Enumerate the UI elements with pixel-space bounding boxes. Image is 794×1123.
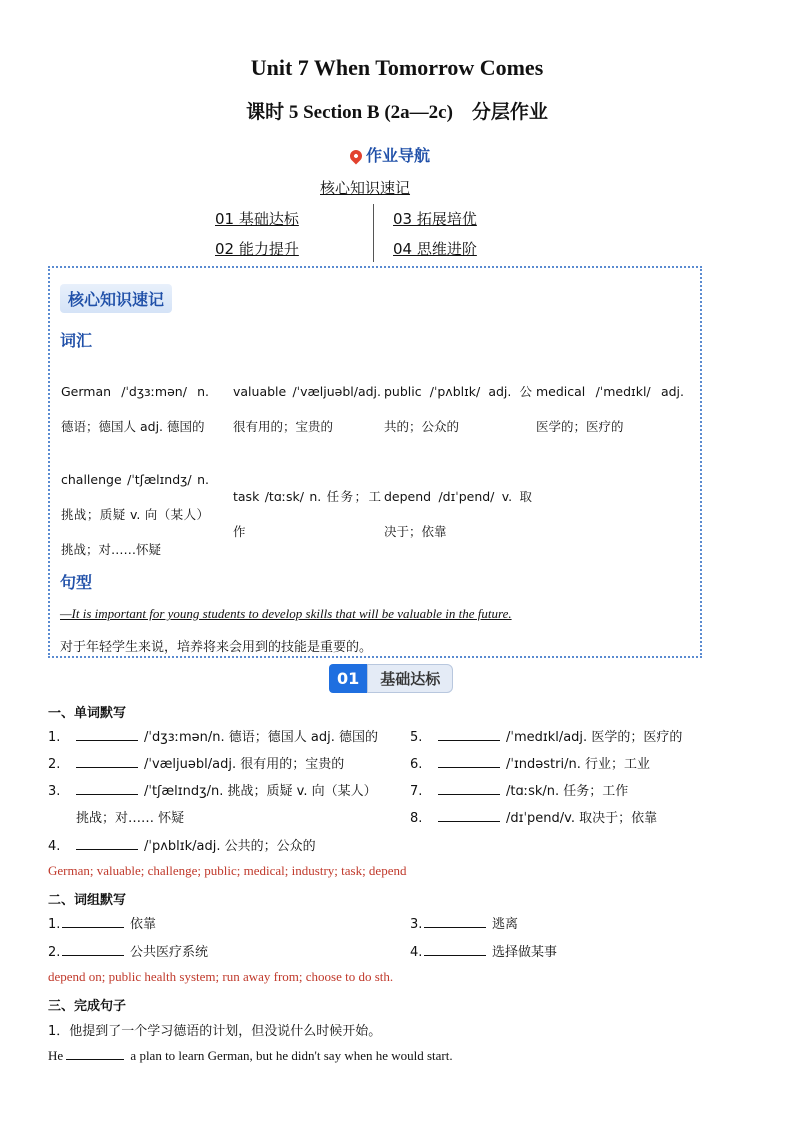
answer-blank[interactable] (62, 943, 124, 956)
vocab-entry: challenge /ˈtʃælɪndʒ/ n. 挑战；质疑 v. 向（某人）挑战；对……怀疑 (61, 472, 209, 557)
answer-blank[interactable] (424, 943, 486, 956)
section-number: 01 (329, 664, 367, 693)
location-pin-icon (348, 148, 365, 165)
phrase-question: 4. 选择做某事 (410, 945, 558, 960)
answer-blank[interactable] (76, 728, 138, 741)
part2-heading: 二、词组默写 (48, 893, 127, 908)
vocab-entry: valuable /ˈvæljuəbl/adj. 很有用的；宝贵的 (233, 384, 381, 434)
word-question: 2. /ˈvæljuəbl/adj. 很有用的；宝贵的 (48, 757, 345, 772)
part3-heading: 三、完成句子 (48, 999, 127, 1014)
core-knowledge-tab: 核心知识速记 (60, 284, 172, 313)
sentence-question-english: He a plan to learn German, but he didn't say when he would start. (48, 1048, 453, 1063)
answer-blank[interactable] (438, 809, 500, 822)
answer-blank[interactable] (76, 837, 138, 850)
sentence-chinese: 对于年轻学生来说，培养将来会用到的技能是重要的。 (60, 640, 373, 655)
answer-blank[interactable] (438, 755, 500, 768)
sentence-question-chinese: 1．他提到了一个学习德语的计划，但没说什么时候开始。 (48, 1024, 382, 1039)
answer-blank[interactable] (438, 728, 500, 741)
vocab-heading: 词汇 (60, 331, 93, 350)
vocab-entry: task /tɑːsk/ n. 任务；工作 (233, 489, 381, 539)
word-question: 1. /ˈdʒɜːmən/n. 德语；德国人 adj. 德国的 (48, 730, 379, 745)
part1-heading: 一、单词默写 (48, 706, 127, 721)
section-badge (329, 664, 453, 693)
word-question: 6. /ˈɪndəstri/n. 行业；工业 (410, 757, 650, 772)
nav-link-03[interactable]: 03 拓展培优 (393, 210, 477, 228)
core-knowledge-box (48, 266, 702, 658)
vocab-entry: medical /ˈmedɪkl/ adj. 医学的；医疗的 (536, 384, 684, 434)
nav-link-02[interactable]: 02 能力提升 (215, 240, 299, 258)
word-question: 3. /ˈtʃælɪndʒ/n. 挑战；质疑 v. 向（某人） (48, 784, 377, 799)
sentence-english: —It is important for young students to develop skills that will be valuable in the future. (60, 606, 512, 621)
word-question: 4. /ˈpʌblɪk/adj. 公共的；公众的 (48, 839, 316, 854)
part1-answer: German; valuable; challenge; public; medical; industry; task; depend (48, 863, 407, 878)
answer-blank[interactable] (424, 915, 486, 928)
phrase-question: 1. 依靠 (48, 917, 157, 932)
nav-divider (373, 204, 374, 262)
vocab-entry: depend /dɪˈpend/ v. 取决于；依靠 (384, 489, 532, 539)
vocab-entry: German /ˈdʒɜːmən/ n. 德语；德国人 adj. 德国的 (61, 384, 209, 434)
word-question: 5. /ˈmedɪkl/adj. 医学的；医疗的 (410, 730, 683, 745)
answer-blank[interactable] (76, 755, 138, 768)
answer-blank[interactable] (66, 1047, 124, 1060)
answer-blank[interactable] (62, 915, 124, 928)
word-question-cont: 挑战；对…… 怀疑 (76, 811, 185, 826)
answer-blank[interactable] (438, 782, 500, 795)
sentence-heading: 句型 (60, 573, 93, 592)
section-label: 基础达标 (367, 664, 453, 693)
phrase-question: 3. 逃离 (410, 917, 519, 932)
part2-answer: depend on; public health system; run away from; choose to do sth. (48, 969, 394, 984)
page-title: Unit 7 When Tomorrow Comes (250, 55, 544, 80)
vocab-entry: public /ˈpʌblɪk/ adj. 公共的；公众的 (384, 384, 532, 434)
nav-link-core-knowledge[interactable]: 核心知识速记 (320, 179, 411, 197)
homework-guide-heading: 作业导航 (350, 143, 430, 166)
nav-link-04[interactable]: 04 思维进阶 (393, 240, 477, 258)
word-question: 8. /dɪˈpend/v. 取决于；依靠 (410, 811, 658, 826)
word-question: 7. /tɑːsk/n. 任务；工作 (410, 784, 629, 799)
page-subtitle: 课时 5 Section B (2a—2c) 分层作业 (246, 102, 548, 123)
nav-link-01[interactable]: 01 基础达标 (215, 210, 299, 228)
phrase-question: 2. 公共医疗系统 (48, 945, 209, 960)
answer-blank[interactable] (76, 782, 138, 795)
